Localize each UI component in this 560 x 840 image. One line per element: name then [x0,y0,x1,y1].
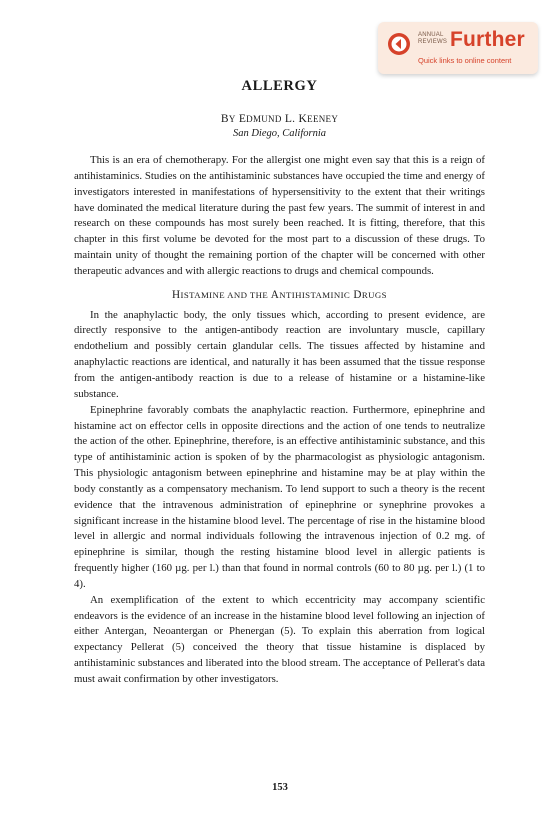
annual-reviews-label [418,32,447,46]
body-paragraph: In the anaphylactic body, the only tissues which, according to present evidence, are directly responsive to the antigen-antibody reaction are involuntary muscle, capillary endothelium and possibly certain glandular cells. The tissues affected by histamine and anaphylactic reactions are identical, and naturally it has been assumed that the tissue response from the antigen-antibody reaction is due to a release of histamine or a histamine-like substance. [74,308,485,400]
annual-text: ANNUAL [418,32,444,38]
further-brand: Further [450,28,525,51]
body-paragraph: An exemplification of the extent to which eccentricity may accompany scientific endeavors is the evidence of an increase in the histamine blood level following an injection of either Antergan, Neoantergan or Phenergan (5). To explain this aberration from logical expectancy Pellerat (5) conceived the theory that tissue histamine is displaced by antihistaminic substances and liberated into the blood stream. The acceptance of Pellerat's data must await confirmation by other investigators. [74,593,485,685]
page-number: 153 [272,782,288,793]
body-paragraph: Epinephrine favorably combats the anaphylactic reaction. Furthermore, epinephrine and histamine act on effector cells in opposite directions and the action of one tends to neutralize the action of the other. Epinephrine, therefore, is an effective antihistaminic substance, and this type of antihistaminic action is spoken of by the pharmacologist as physiologic antagonism. This physiologic antagonism between epinephrine and histamine may be at play within the body constantly as a compensatory mechanism. To lend support to such a theory is the recent evidence that the intravenous administration of epinephrine or synephrine provokes a significant increase in the histamine blood level. The percentage of rise in the histamine blood level in allergic and normal individuals following the intravenous injection of 0.2 mg. of epinephrine is similar, though the resting histamine blood level in allergic patients is frequently higher (160 µg. per l.) than that found in normal controls (60 to 80 µg. per l.) (1 to 4). [74,403,485,590]
section-heading: HISTAMINE AND THE ANTIHISTAMINIC DRUGS [172,288,387,301]
article-title: ALLERGY [241,78,318,94]
author-byline: BY EDMUND L. KEENEY [220,113,339,125]
article-body [74,78,485,688]
further-badge[interactable] [378,22,538,74]
chevron-left-circle-icon [387,32,411,56]
author-affiliation: San Diego, California [232,128,327,139]
badge-subtitle[interactable]: Quick links to online content [418,56,512,65]
intro-section [74,153,485,688]
reviews-text: REVIEWS [418,39,448,45]
intro-paragraph: This is an era of chemotherapy. For the allergist one might even say that this is a reign of antihistaminics. Studies on the antihistaminic substances have occupied the time and energy of investigators interested in manifestations of hypersensitivity to the extent that their writings have dominated the medical literature during the past few years. The summit of interest in and research on these compounds has most surely been reached. It is fitting, therefore, that this chapter in this first volume be devoted for the most part to a discussion of these drugs. To maintain unity of thought the remaining portion of the chapter will be concerned with other therapeutic advances and with allergic reactions to drugs and chemical compounds. [74,154,485,277]
